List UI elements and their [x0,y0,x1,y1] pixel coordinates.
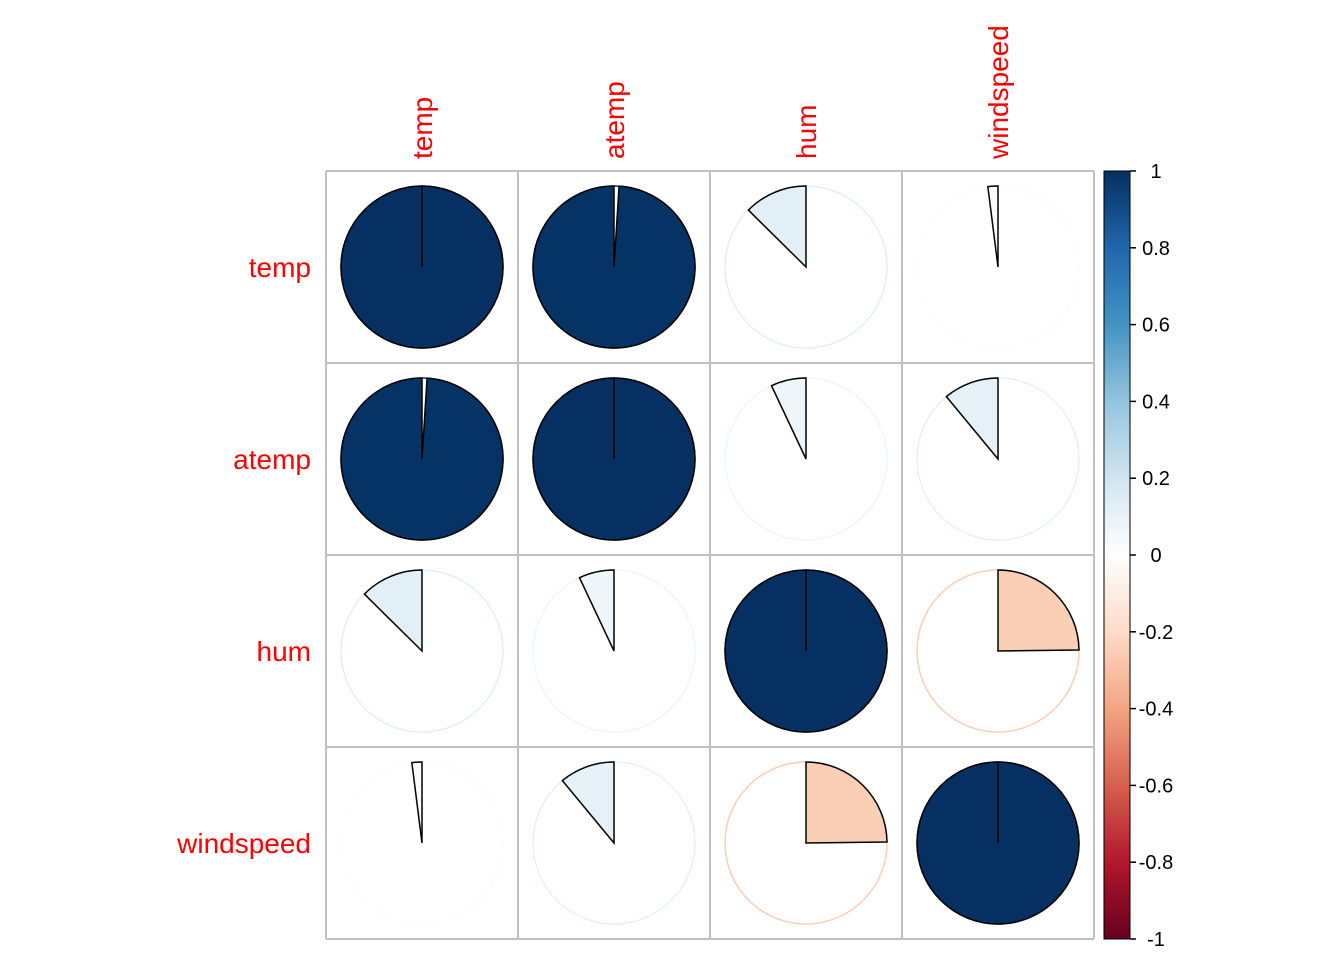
cell-hum-atemp [533,570,695,732]
colorbar-tick-label: -0.4 [1138,698,1174,721]
colorbar-tick-label: -0.6 [1138,775,1174,798]
colorbar [1104,161,1173,951]
pie-slice [364,570,422,651]
pie-slice [946,378,998,459]
cell-windspeed-windspeed [917,762,1079,924]
cell-windspeed-hum [725,762,887,924]
column-label-hum: hum [791,104,822,159]
cell-atemp-temp [341,378,503,540]
row-label-atemp: atemp [233,444,311,475]
row-label-windspeed: windspeed [177,828,311,859]
colorbar-tick-label: 1 [1150,161,1162,183]
colorbar-tick-label: 0.4 [1142,391,1170,414]
colorbar-ticks [1130,161,1173,951]
cell-hum-hum [725,570,887,732]
pie-slice [988,186,998,267]
colorbar-tick-label: 0.2 [1142,468,1170,491]
pie-slice [341,378,503,540]
pie-slice [748,186,806,267]
pie-slice [412,762,422,843]
row-labels [176,252,311,859]
pie-slice [806,762,887,843]
cell-windspeed-atemp [533,762,695,924]
cell-hum-temp [341,570,503,732]
pie-slice [533,186,695,348]
colorbar-tick-label: 0.6 [1142,314,1170,337]
pie-slice [998,570,1079,651]
column-label-temp: temp [407,96,438,159]
column-label-atemp: atemp [599,81,630,159]
cell-windspeed-temp [341,762,503,924]
cell-hum-windspeed [917,570,1079,732]
cell-temp-atemp [533,186,695,348]
row-label-temp: temp [248,252,311,283]
column-label-windspeed: windspeed [983,25,1014,159]
cell-temp-hum [725,186,887,348]
cell-atemp-windspeed [917,378,1079,540]
cell-atemp-atemp [533,378,695,540]
cell-temp-temp [341,186,503,348]
column-labels [407,25,1014,160]
colorbar-tick-label: 0.8 [1142,237,1170,260]
colorbar-tick-label: -1 [1147,929,1165,951]
colorbar-tick-label: 0 [1150,545,1162,567]
pie-slice [580,570,614,651]
colorbar-gradient [1104,171,1130,939]
pie-slice [772,378,806,459]
row-label-hum: hum [256,636,311,667]
pie-slice [562,762,614,843]
cell-temp-windspeed [917,186,1079,348]
colorbar-tick-label: -0.2 [1138,621,1174,644]
colorbar-tick-label: -0.8 [1138,852,1174,875]
cell-atemp-hum [725,378,887,540]
